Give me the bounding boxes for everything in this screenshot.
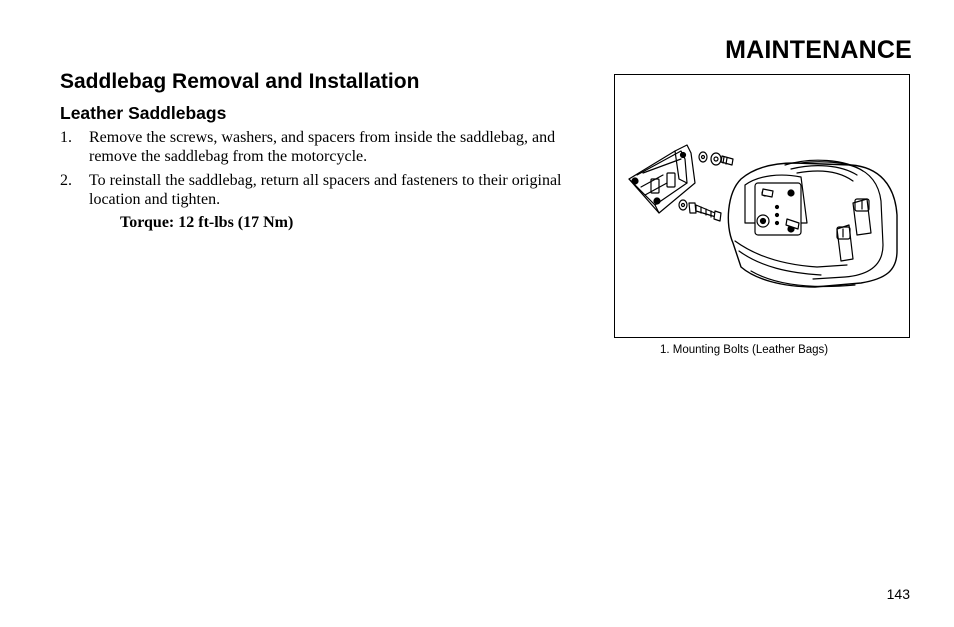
page-number: 143 xyxy=(886,586,910,602)
saddlebag-mounting-illustration xyxy=(615,75,909,337)
figure-caption: 1. Mounting Bolts (Leather Bags) xyxy=(660,344,829,356)
instruction-step xyxy=(60,171,600,209)
upper-fastener xyxy=(699,152,733,165)
mounting-bracket xyxy=(629,145,695,213)
step-text: Remove the screws, washers, and spacers from inside the saddlebag, and remove the saddlebag from the motorcycle. xyxy=(89,129,556,165)
step-number: 2. xyxy=(60,172,72,189)
step-number: 1. xyxy=(60,129,72,146)
instruction-steps xyxy=(60,128,600,214)
step-text: To reinstall the saddlebag, return all spacers and fasteners to their original location and tighten. xyxy=(89,172,562,208)
subsection-title: Leather Saddlebags xyxy=(60,103,227,123)
section-title: Saddlebag Removal and Installation xyxy=(60,70,420,93)
torque-spec: Torque: 12 ft-lbs (17 Nm) xyxy=(120,214,294,231)
mounting-bolt xyxy=(679,200,721,221)
page-header-title: MAINTENANCE xyxy=(725,36,912,64)
instruction-step xyxy=(60,128,600,166)
figure-frame xyxy=(614,74,910,338)
saddlebag xyxy=(728,160,897,287)
